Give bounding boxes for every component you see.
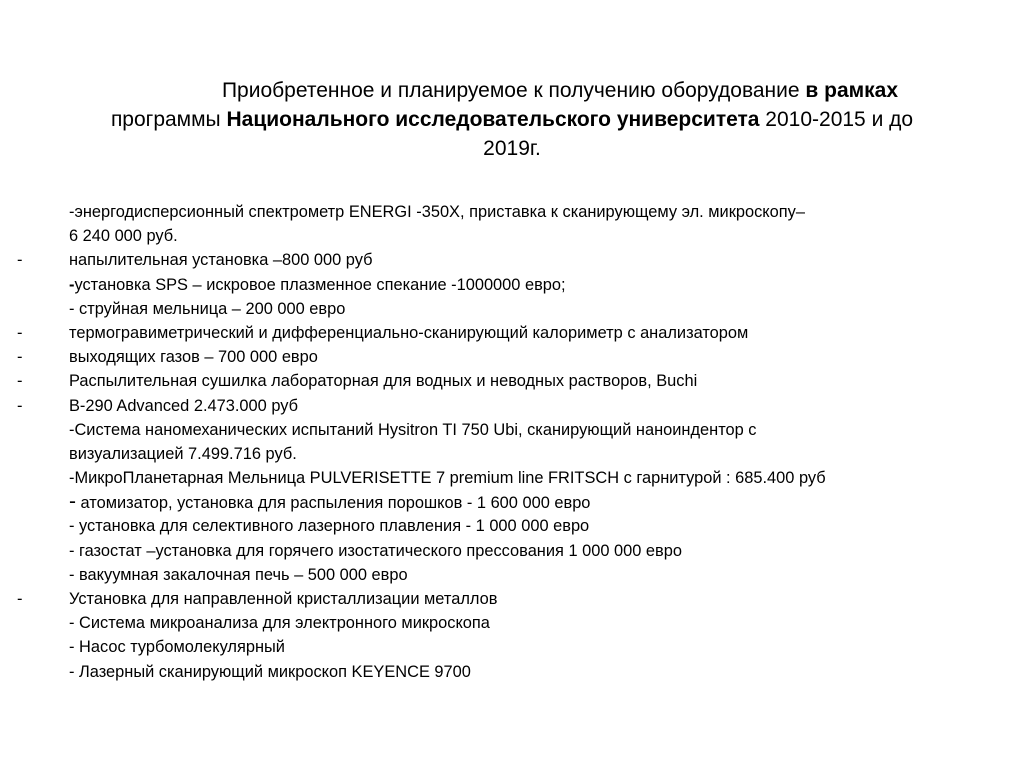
- list-item-lead: -: [69, 275, 75, 294]
- list-item-text-wrap: [69, 273, 566, 297]
- list-item-text: установка SPS – искровое плазменное спекание -1000000 евро;: [74, 275, 566, 294]
- list-item-text: - Система микроанализа для электронного микроскопа: [69, 614, 490, 633]
- list-item: [0, 660, 1024, 684]
- list-item: [0, 394, 1024, 418]
- list-item: [0, 418, 1024, 442]
- list-item-text: термогравиметрический и дифференциально-сканирующий калориметр с анализатором: [69, 323, 749, 342]
- list-item: [0, 321, 1024, 345]
- title-part4: 2019г.: [483, 137, 541, 160]
- list-item: [0, 442, 1024, 466]
- title-part3: 2010-2015 и до: [759, 108, 914, 131]
- list-item-text-wrap: [69, 490, 590, 515]
- list-item-text: 6 240 000 руб.: [69, 227, 178, 246]
- list-item-text: -МикроПланетарная Мельница PULVERISETTE 7 premium line FRITSCH с гарнитурой : 685.400 руб: [69, 469, 826, 488]
- list-bullet: -: [17, 372, 23, 391]
- list-item-text: B-290 Advanced 2.473.000 руб: [69, 396, 299, 415]
- title-part2: программы: [110, 108, 227, 131]
- list-item: [0, 635, 1024, 659]
- list-item-text: Установка для направленной кристаллизации металлов: [69, 590, 498, 608]
- list-bullet: -: [17, 590, 23, 608]
- slide-title: [14, 76, 1010, 163]
- list-item-text: визуализацией 7.499.716 руб.: [69, 444, 297, 463]
- list-item-text: - вакуумная закалочная печь – 500 000 евро: [69, 565, 408, 584]
- list-item: [0, 273, 1024, 297]
- list-bullet: -: [17, 348, 23, 367]
- list-item-text: - струйная мельница – 200 000 евро: [69, 299, 346, 318]
- list-bullet: -: [17, 251, 23, 270]
- list-item: [0, 369, 1024, 393]
- list-item: [0, 200, 1024, 224]
- list-item-text: - газостат –установка для горячего изостатического прессования 1 000 000 евро: [69, 541, 682, 560]
- list-item: [0, 563, 1024, 587]
- list-item: [0, 490, 1024, 514]
- list-item-text: - Насос турбомолекулярный: [69, 638, 285, 657]
- list-item-text: выходящих газов – 700 000 евро: [69, 348, 318, 367]
- list-item: [0, 611, 1024, 635]
- list-bullet: -: [17, 323, 23, 342]
- list-item-text: атомизатор, установка для распыления порошков - 1 600 000 евро: [76, 494, 591, 513]
- list-item-text: напылительная установка –800 000 руб: [69, 251, 373, 270]
- list-item-lead: -: [69, 490, 76, 514]
- list-item: [0, 297, 1024, 321]
- list-item-text: Распылительная сушилка лабораторная для водных и неводных растворов, Buchi: [69, 372, 698, 391]
- list-item: [0, 514, 1024, 538]
- list-item: [0, 539, 1024, 563]
- list-item-text: - установка для селективного лазерного плавления - 1 000 000 евро: [69, 517, 590, 536]
- list-item: [0, 466, 1024, 490]
- title-part1: Приобретенное и планируемое к получению оборудование: [221, 79, 806, 102]
- list-item: [0, 587, 1024, 611]
- list-item: [0, 224, 1024, 248]
- list-item-text: -энергодисперсионный спектрометр ENERGI -350X, приставка к сканирующему эл. микроскопу–: [69, 203, 805, 221]
- title-bold2: Национального исследовательского университета: [226, 108, 760, 131]
- list-item-text: -Система наномеханических испытаний Hysitron TI 750 Ubi, сканирующий наноиндентор с: [69, 420, 757, 439]
- title-bold1: в рамках: [805, 79, 899, 102]
- list-item-text: - Лазерный сканирующий микроскоп KEYENCE 9700: [69, 662, 471, 681]
- list-item: [0, 248, 1024, 272]
- list-item: [0, 345, 1024, 369]
- list-bullet: -: [17, 396, 23, 415]
- equipment-list: [0, 200, 1024, 684]
